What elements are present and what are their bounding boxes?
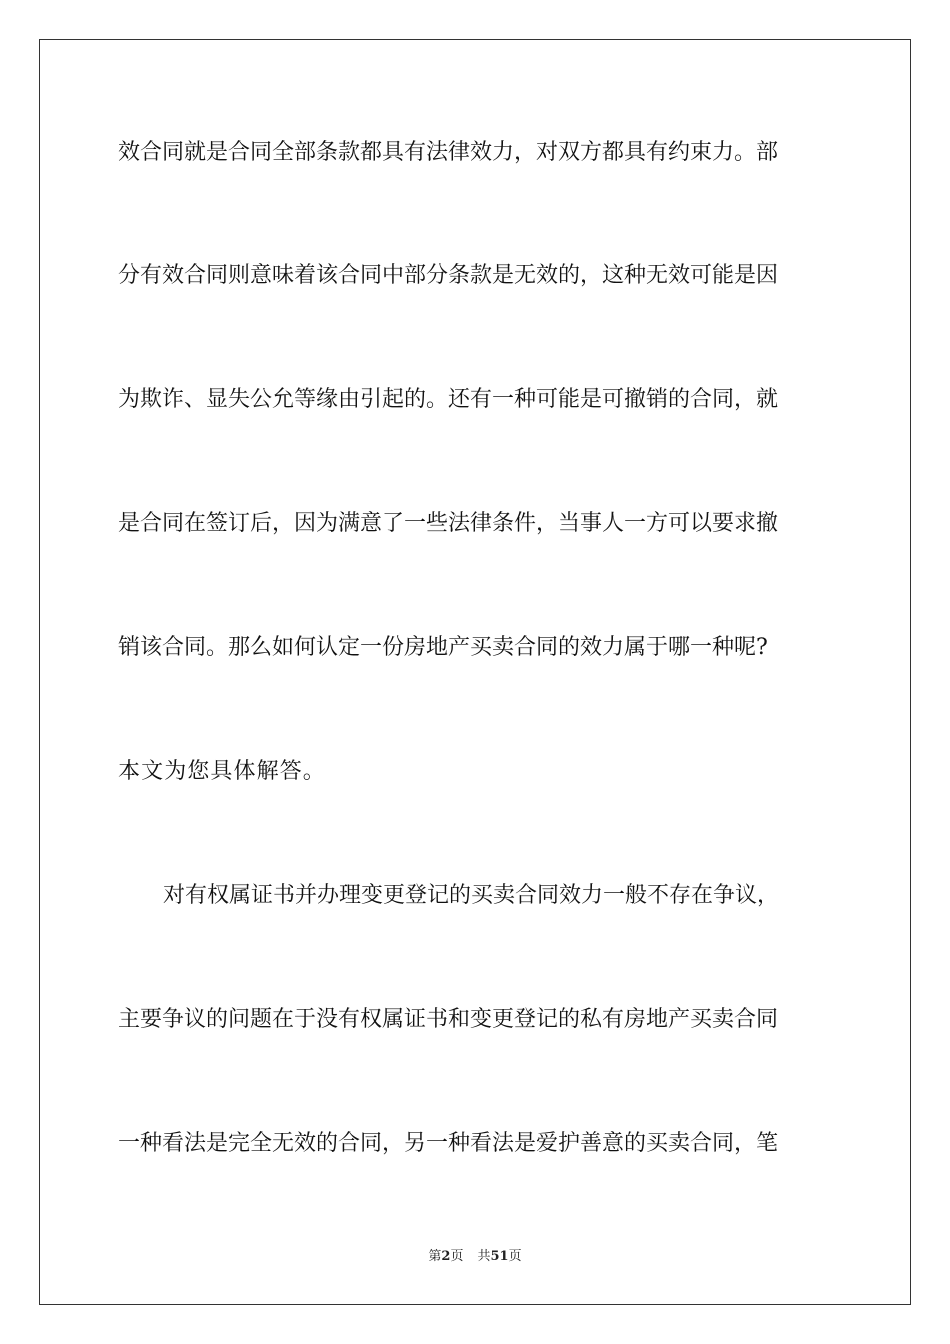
paragraph-line: 主要争议的问题在于没有权属证书和变更登记的私有房地产买卖合同 (118, 1007, 779, 1032)
total-suffix: 页 (508, 1249, 522, 1264)
paragraph-line: 效合同就是合同全部条款都具有法律效力，对双方都具有约束力。部 (118, 140, 779, 165)
paragraph-line: 本文为您具体解答。 (118, 759, 326, 784)
paragraph-line: 销该合同。那么如何认定一份房地产买卖合同的效力属于哪一种呢? (118, 635, 768, 660)
page-number-footer (0, 1248, 950, 1266)
page-prefix: 第 (428, 1249, 442, 1264)
paragraph-line: 为欺诈、显失公允等缘由引起的。还有一种可能是可撤销的合同，就 (118, 387, 779, 412)
paragraph-line-indented: 对有权属证书并办理变更登记的买卖合同效力一般不存在争议， (163, 883, 780, 908)
page-suffix: 页 (450, 1249, 464, 1264)
total-page-count: 51 (490, 1249, 509, 1264)
page-border (39, 39, 911, 1305)
paragraph-line: 一种看法是完全无效的合同，另一种看法是爱护善意的买卖合同，笔 (118, 1131, 779, 1156)
paragraph-line: 是合同在签订后，因为满意了一些法律条件，当事人一方可以要求撤 (118, 511, 779, 536)
total-prefix: 共 (477, 1249, 491, 1264)
paragraph-line: 分有效合同则意味着该合同中部分条款是无效的，这种无效可能是因 (118, 263, 779, 288)
current-page-number: 2 (441, 1249, 451, 1264)
